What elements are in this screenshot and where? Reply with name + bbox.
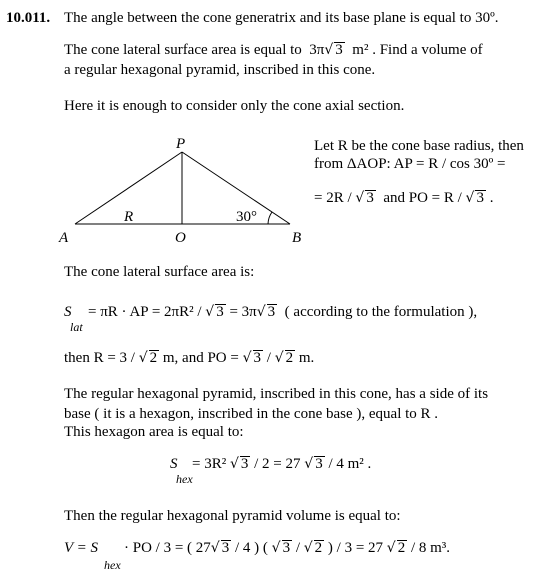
label-b: B: [292, 230, 302, 246]
side-text-2: from ΔAOP: AP = R / cos 30º =: [314, 156, 506, 172]
hex-subscript: hex: [176, 472, 193, 486]
problem-number: 10.011.: [6, 10, 51, 26]
statement-radicand: 3: [335, 42, 343, 58]
label-angle: 30°: [236, 209, 257, 225]
lateral-s: S: [64, 304, 72, 320]
radical-icon: √: [465, 190, 475, 206]
statement-text-b: . Find a volume of: [372, 42, 483, 58]
solution-intro: Here it is enough to consider only the cone axial section.: [64, 98, 405, 114]
radical-icon: √: [256, 304, 266, 320]
statement-text-a: The cone lateral surface area is equal to: [64, 42, 302, 58]
lateral-subscript: lat: [70, 320, 83, 334]
radical-icon: √: [386, 540, 396, 556]
radical-icon: √: [210, 540, 220, 556]
side-text-3a: = 2R /: [314, 190, 352, 206]
hex-line-1: The regular hexagonal pyramid, inscribed in this cone, has a side of its: [64, 386, 489, 402]
label-o: O: [175, 230, 186, 246]
volume-heading: Then the regular hexagonal pyramid volume is equal to:: [64, 508, 401, 524]
radical-icon: √: [355, 190, 365, 206]
radical-icon: √: [242, 350, 252, 366]
radical-icon: √: [138, 350, 148, 366]
angle-arc: [268, 212, 272, 224]
volume-equation: · PO / 3 = ( 27√ 3 / 4 ) ( √ 3 / √ 2 ) / 3 = 27 √ 2 / 8 m³.: [124, 540, 451, 556]
hex-s: S: [170, 456, 178, 472]
lateral-equation: = πR · AP = 2πR² / √ 3 = 3π√ 3 ( according to the formulation ),: [88, 304, 478, 320]
statement-value: 3π: [309, 42, 325, 58]
then-line: then R = 3 / √ 2 m, and PO = √ 3 / √ 2 m.: [64, 350, 315, 366]
radical-icon: √: [271, 540, 281, 556]
label-a: A: [59, 230, 69, 246]
radical-icon: √: [324, 42, 334, 58]
lateral-heading: The cone lateral surface area is:: [64, 264, 255, 280]
radical-icon: √: [304, 456, 314, 472]
radical-icon: √: [303, 540, 313, 556]
label-r: R: [124, 209, 134, 225]
label-p: P: [176, 136, 186, 152]
volume-v: V = S: [64, 540, 99, 556]
side-text-3: = 2R / √ 3 and PO = R / √ 3 .: [314, 190, 494, 206]
statement-line-3: a regular hexagonal pyramid, inscribed in this cone.: [64, 62, 376, 78]
hex-line-3: This hexagon area is equal to:: [64, 424, 244, 440]
volume-subscript: hex: [104, 558, 121, 572]
side-text-3b: and PO = R /: [383, 190, 462, 206]
radical-icon: √: [229, 456, 239, 472]
side-text-1: Let R be the cone base radius, then: [314, 138, 524, 154]
radical-icon: √: [205, 304, 215, 320]
hex-line-2: base ( it is a hexagon, inscribed in the cone base ), equal to R .: [64, 406, 439, 422]
statement-unit: m²: [352, 42, 369, 58]
statement-line-1: The angle between the cone generatrix and its base plane is equal to 30º.: [64, 10, 499, 26]
radical-icon: √: [274, 350, 284, 366]
hex-equation: = 3R² √ 3 / 2 = 27 √ 3 / 4 m² .: [192, 456, 372, 472]
